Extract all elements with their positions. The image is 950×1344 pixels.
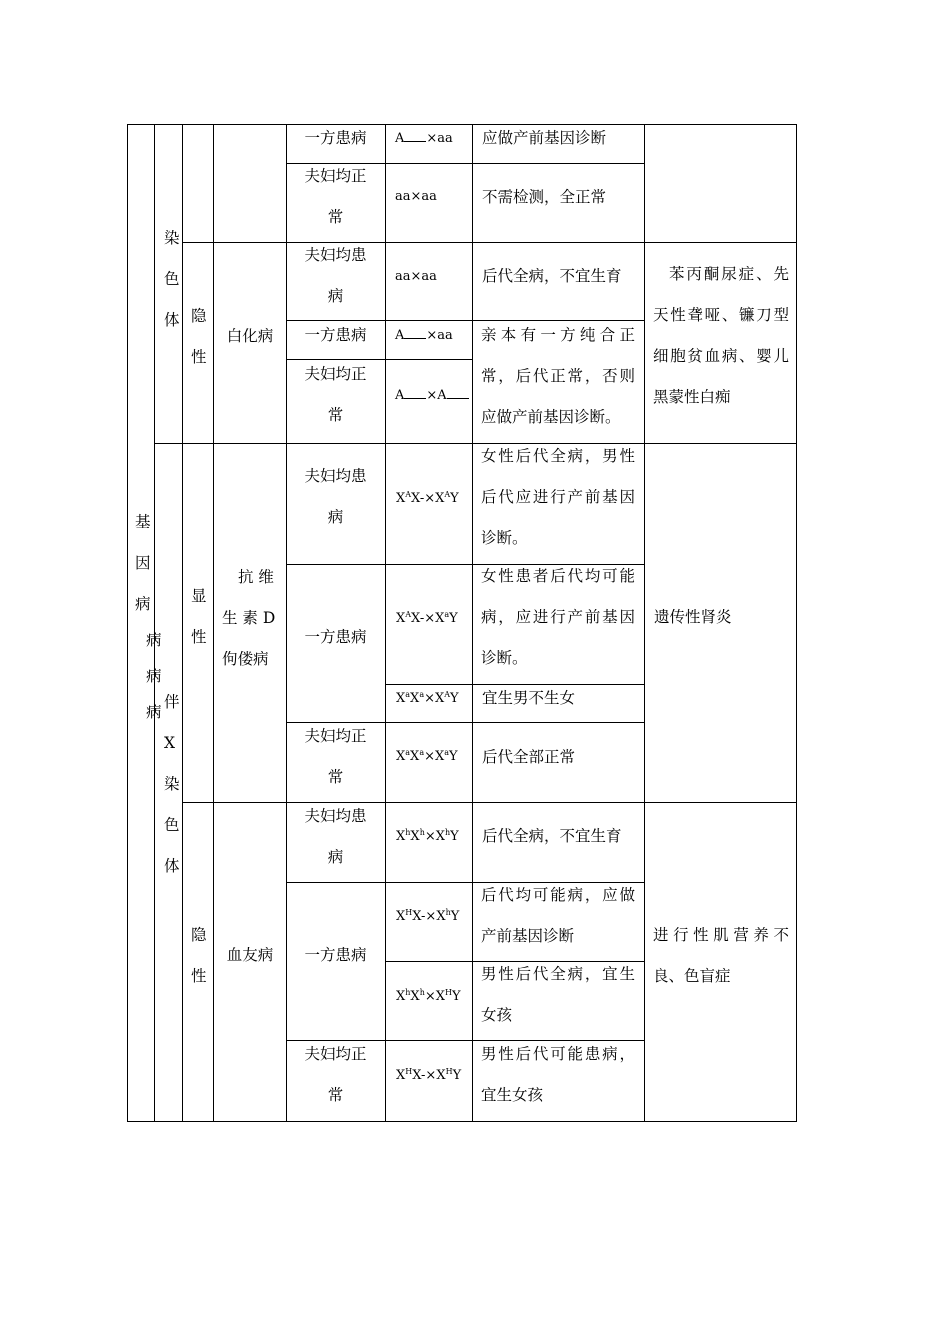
genotype-cross: $X^AX-\times X^aY$ — [396, 610, 458, 626]
table-top-border — [127, 124, 797, 125]
advice-text: 后代均可能病，应做产前基因诊断 — [481, 886, 635, 945]
disease-albinism: 白化病 — [226, 327, 274, 345]
couple-status: 一方患病 — [304, 946, 367, 964]
table-right-border — [796, 124, 797, 1122]
col2-char: 色 — [164, 270, 180, 288]
col2-char: 伴 — [164, 693, 180, 711]
couple-status: 夫妇均正 — [304, 727, 367, 745]
disease-hemophilia: 血友病 — [226, 946, 274, 964]
genotype-cross: A ×aa — [395, 131, 453, 146]
couple-status: 病 — [327, 508, 344, 526]
couple-status: 夫妇均正 — [304, 365, 367, 383]
couple-status: 常 — [327, 208, 344, 226]
couple-status: 夫妇均患 — [304, 246, 367, 264]
row-divider — [286, 163, 644, 164]
examples-x-dominant: 遗传性肾炎 — [654, 608, 732, 626]
disease-rickets-line: 佝偻病 — [222, 650, 269, 668]
genotype-cross: aa×aa — [395, 269, 437, 284]
genotype-text: A — [395, 131, 405, 146]
row-divider — [286, 359, 472, 360]
couple-status: 夫妇均患 — [304, 807, 367, 825]
genotype-cross: $X^AX-\times X^AY$ — [396, 490, 459, 506]
row-divider — [182, 802, 797, 803]
col1-char: 因 — [135, 554, 151, 572]
advice-text: 男性后代全病，宜生女孩 — [481, 965, 635, 1024]
genotype-cross: $X^HX-\times X^hY$ — [396, 908, 460, 924]
advice-text: 宜生男不生女 — [482, 689, 576, 707]
col3-char: 隐 — [191, 307, 207, 325]
row-divider — [286, 722, 644, 723]
advice-text: 女性患者后代均可能病，应进行产前基因诊断。 — [481, 567, 635, 667]
row-divider — [385, 684, 644, 685]
table-bottom-border — [127, 1121, 797, 1122]
advice-text: 亲本有一方纯合正常，后代正常，否则应做产前基因诊断。 — [481, 326, 635, 426]
couple-status: 夫妇均患 — [304, 467, 367, 485]
couple-status: 常 — [327, 768, 344, 786]
col-divider — [182, 124, 183, 1122]
col-divider — [472, 124, 473, 1122]
genotype-cross: $X^aX^a\times X^AY$ — [396, 690, 459, 706]
couple-status: 病 — [327, 287, 344, 305]
col2-char: 染 — [164, 775, 180, 793]
row-divider — [182, 242, 797, 243]
advice-text: 后代全病，不宜生育 — [482, 267, 622, 285]
col1-char: 病 — [146, 703, 162, 721]
genotype-cross: A ×A — [395, 386, 469, 406]
col-divider — [385, 124, 386, 1122]
genotype-cross: aa×aa — [395, 189, 437, 204]
col2-char: 染 — [164, 229, 180, 247]
col1-char: 病 — [135, 595, 151, 613]
advice-text: 男性后代可能患病，宜生女孩 — [481, 1045, 635, 1104]
disease-rickets-line: 抗 维 — [238, 568, 274, 586]
couple-status: 一方患病 — [304, 129, 367, 147]
col2-char: X — [164, 734, 176, 752]
advice-text: 女性后代全病，男性后代应进行产前基因诊断。 — [481, 447, 635, 547]
couple-status: 常 — [327, 406, 344, 424]
col1-char: 基 — [135, 513, 151, 531]
table-left-border — [127, 124, 128, 1122]
advice-text: 不需检测，全正常 — [482, 188, 607, 206]
col3-char: 显 — [191, 587, 207, 605]
genotype-cross: A ×aa — [395, 328, 453, 343]
examples-x-recessive: 进行性肌营养不良、色盲症 — [653, 926, 789, 985]
col1-char: 病 — [146, 667, 162, 685]
advice-text: 后代全病，不宜生育 — [482, 827, 622, 845]
couple-status: 常 — [327, 1086, 344, 1104]
col2-char: 体 — [164, 311, 180, 329]
genotype-cross: $X^HX-\times X^HY$ — [396, 1067, 462, 1083]
genotype-cross: $X^hX^h\times X^HY$ — [396, 988, 461, 1004]
col3-char: 隐 — [191, 926, 207, 944]
row-divider — [154, 443, 797, 444]
advice-text: 后代全部正常 — [482, 748, 576, 766]
examples-autosomal-recessive: 苯丙酮尿症、先天性聋哑、镰刀型细胞贫血病、婴儿黑蒙性白痴 — [653, 265, 789, 406]
col-divider — [154, 124, 155, 1122]
col3-char: 性 — [191, 628, 207, 646]
genotype-cross: $X^hX^h\times X^hY$ — [396, 828, 459, 844]
couple-status: 一方患病 — [304, 628, 367, 646]
col3-char: 性 — [191, 967, 207, 985]
col-divider — [644, 124, 645, 1122]
couple-status: 病 — [327, 848, 344, 866]
disease-rickets-line: 生 素 D — [222, 609, 276, 627]
col-divider — [213, 124, 214, 1122]
col1-char: 病 — [146, 631, 162, 649]
col-divider — [286, 124, 287, 1122]
couple-status: 夫妇均正 — [304, 167, 367, 185]
couple-status: 夫妇均正 — [304, 1045, 367, 1063]
advice-text: 应做产前基因诊断 — [482, 129, 607, 147]
couple-status: 一方患病 — [304, 326, 367, 344]
genotype-cross: $X^aX^a\times X^aY$ — [396, 748, 458, 764]
col2-char: 色 — [164, 816, 180, 834]
col3-char: 性 — [191, 348, 207, 366]
col2-char: 体 — [164, 857, 180, 875]
